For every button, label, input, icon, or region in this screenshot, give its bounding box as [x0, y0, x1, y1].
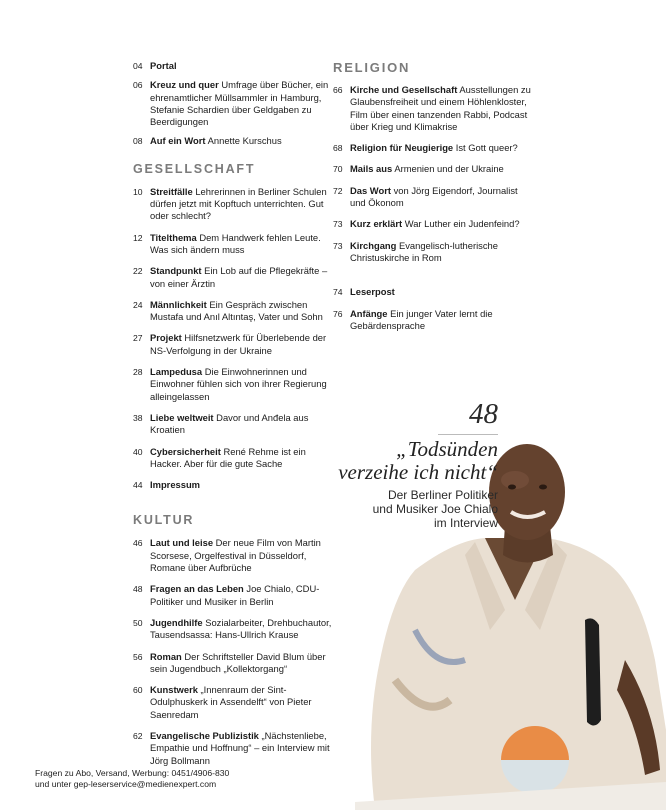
toc-entry-text: [350, 286, 533, 298]
toc-entry: [133, 232, 333, 257]
toc-entry-text: [350, 84, 533, 133]
toc-entry: [133, 265, 333, 290]
toc-page-number: 12: [133, 232, 143, 243]
toc-entry: [133, 684, 333, 721]
toc-entry-description: Die Einwohnerinnen und Einwohner fühlen sich von ihrer Regierung alleingelassen: [150, 366, 327, 402]
toc-page-number: 08: [133, 136, 143, 147]
toc-entry-title: Portal: [150, 60, 177, 71]
toc-entry: [133, 60, 333, 72]
toc-entry: [333, 163, 533, 175]
toc-entry-title: Laut und leise: [150, 537, 214, 549]
toc-page-number: 24: [133, 299, 143, 310]
toc-entry-description: „Innenraum der Sint-Odulphuskerk in Assendelft“ von Pieter Saenredam: [150, 684, 312, 720]
toc-entry: [133, 479, 333, 491]
toc-entry-description: Umfrage über Bücher, ein ehrenamtlicher Müllsammler in Hamburg, Stefanie Schardien über Geldgaben zu Beerdigungen: [150, 79, 329, 128]
toc-entry: [333, 84, 533, 133]
toc-entry: [333, 240, 533, 265]
toc-page-number: 10: [133, 186, 143, 197]
section-heading-religion: RELIGION: [333, 60, 411, 75]
toc-entry: [133, 617, 333, 642]
toc-entry-description: Ein Lob auf die Pflegekräfte – von einer Ärztin: [150, 265, 328, 289]
toc-page-number: 73: [333, 219, 343, 230]
toc-entry-description: Armenien und der Ukraine: [394, 163, 504, 175]
toc-entry: [133, 446, 333, 471]
toc-page-number: 22: [133, 266, 143, 277]
toc-entry-description: Sozialarbeiter, Drehbuchautor, Tausendsassa: Hans-Ullrich Krause: [150, 616, 332, 641]
toc-entry-text: [150, 651, 333, 676]
toc-entry: [133, 537, 333, 574]
toc-entry-title: Jugendhilfe: [150, 616, 203, 628]
toc-page-number: 27: [133, 333, 143, 344]
toc-gesellschaft-entries: [133, 186, 333, 492]
toc-entry-description: Ein Gespräch zwischen Mustafa und Anıl Altıntaş, Vater und Sohn: [150, 298, 323, 323]
toc-entry-title: Impressum: [150, 479, 201, 491]
toc-page-number: 76: [333, 308, 343, 319]
toc-entry-description: War Luther ein Judenfeind?: [404, 218, 520, 230]
toc-entry-description: von Jörg Eigendorf, Journalist und Ökonom: [350, 184, 518, 209]
toc-entry-text: [350, 185, 533, 210]
toc-page-number: 56: [133, 651, 143, 662]
toc-entry-text: [150, 366, 333, 403]
toc-entry-description: Evangelisch-lutherische Christuskirche in Rom: [350, 239, 498, 263]
toc-entry-description: Lehrerinnen in Berliner Schulen dürfen jetzt mit Kopftuch unterrichten. Gut oder schlecht?: [150, 185, 327, 222]
toc-page-number: 46: [133, 538, 143, 549]
toc-page-number: 62: [133, 730, 143, 741]
toc-entry-text: [150, 299, 333, 324]
toc-entry: [133, 651, 333, 676]
toc-entry-title: Mails aus: [350, 163, 393, 175]
toc-page-number: 38: [133, 412, 143, 423]
toc-entry-description: Ein junger Vater lernt die Gebärdensprache: [350, 307, 493, 331]
toc-entry-text: [150, 617, 333, 642]
toc-page-number: 40: [133, 446, 143, 457]
feature-page-number: 48: [469, 398, 498, 430]
toc-entry-title: Anfänge: [350, 307, 388, 319]
toc-entry-text: [350, 218, 533, 230]
toc-entry-description: Ist Gott queer?: [455, 142, 518, 154]
footer-line-2: und unter gep-leserservice@medienexpert.com: [35, 779, 217, 789]
toc-entry-title: Religion für Neugierige: [350, 142, 454, 154]
toc-entry: [133, 135, 333, 147]
toc-entry-text: [150, 60, 333, 72]
toc-entry-text: [150, 186, 333, 223]
toc-page-number: 44: [133, 480, 143, 491]
toc-entry-title: Streitfälle: [150, 185, 193, 197]
toc-entry-text: [150, 232, 333, 257]
toc-entry-description: Annette Kurschus: [207, 135, 282, 147]
toc-entry-text: [150, 135, 333, 147]
feature-quote: „Todsünden verzeihe ich nicht“: [338, 437, 498, 484]
toc-top-entries: [133, 60, 333, 148]
toc-entry-title: Projekt: [150, 332, 182, 344]
toc-entry-title: Evangelische Publizistik: [150, 729, 259, 741]
section-heading-gesellschaft: GESELLSCHAFT: [133, 161, 256, 176]
toc-entry-description: Joe Chialo, CDU-Politiker und Musiker in Berlin: [150, 583, 320, 607]
toc-entry-title: Kreuz und quer: [150, 79, 219, 91]
toc-entry-title: Auf ein Wort: [150, 135, 206, 147]
toc-entry-text: [150, 412, 333, 437]
toc-entry-description: Der neue Film von Martin Scorsese, Orgelfestival in Düsseldorf, Romane über Aufbrüche: [150, 537, 321, 574]
toc-entry: [333, 218, 533, 230]
toc-page-number: 68: [333, 143, 343, 154]
toc-entry-text: [150, 265, 333, 290]
toc-entry: [133, 299, 333, 324]
footer-service-info: [35, 768, 335, 790]
toc-entry-title: Leserpost: [350, 286, 395, 298]
toc-page-number: 04: [133, 61, 143, 71]
toc-entry-text: [150, 79, 333, 128]
feature-teaser: [318, 398, 498, 530]
toc-page-number: 50: [133, 617, 143, 628]
toc-entry-text: [350, 240, 533, 265]
toc-page-number: 72: [333, 185, 343, 196]
toc-entry-description: Dem Handwerk fehlen Leute. Was sich ändern muss: [150, 231, 321, 255]
toc-entry-text: [350, 163, 533, 175]
toc-page-number: 74: [333, 287, 343, 298]
toc-entry: [333, 185, 533, 210]
toc-extra-entries: [333, 286, 533, 332]
toc-entry-description: Hilfsnetzwerk für Überlebende der NS-Verfolgung in der Ukraine: [150, 332, 327, 356]
toc-entry-description: Der Schriftsteller David Blum über sein Jugendbuch „Kollektorgang“: [150, 650, 326, 674]
toc-entry: [333, 142, 533, 154]
toc-kultur-entries: [133, 537, 333, 766]
toc-entry: [133, 412, 333, 437]
feature-divider: [438, 434, 498, 435]
toc-page-number: 60: [133, 685, 143, 696]
toc-entry: [133, 730, 333, 767]
toc-entry-title: Kunstwerk: [150, 684, 198, 696]
toc-entry-text: [150, 479, 333, 491]
toc-entry-description: „Nächstenliebe, Empathie und Hoffnung“ – ein Interview mit Jörg Bollmann: [150, 729, 330, 766]
toc-entry: [133, 366, 333, 403]
toc-entry-title: Männlichkeit: [150, 298, 207, 310]
toc-entry-title: Roman: [150, 650, 182, 662]
toc-entry-text: [350, 308, 533, 333]
toc-entry-title: Cybersicherheit: [150, 445, 221, 457]
toc-entry: [333, 308, 533, 333]
toc-entry-title: Kurz erklärt: [350, 218, 403, 230]
toc-entry-text: [150, 537, 333, 574]
toc-entry-title: Titelthema: [150, 231, 197, 243]
toc-entry-text: [350, 142, 533, 154]
toc-entry-description: Ausstellungen zu Glaubensfreiheit und einem Höhlenkloster, Film über einen tanzenden Rabbi, Podcast über Krieg und Klimakrise: [350, 84, 531, 132]
toc-entry-title: Das Wort: [350, 184, 391, 196]
toc-page-number: 48: [133, 584, 143, 595]
toc-page-number: 70: [333, 164, 343, 175]
toc-page-number: 73: [333, 240, 343, 251]
toc-page-number: 06: [133, 80, 143, 91]
toc-entry: [133, 79, 333, 128]
toc-page-number: 66: [333, 85, 343, 95]
toc-entry-title: Standpunkt: [150, 265, 202, 277]
toc-entry-description: René Rehme ist ein Hacker. Aber für die gute Sache: [150, 445, 306, 469]
toc-entry-text: [150, 332, 333, 357]
feature-subtitle: Der Berliner Politiker und Musiker Joe Chialo im Interview: [372, 488, 498, 530]
toc-entry-title: Kirche und Gesellschaft: [350, 84, 458, 95]
toc-entry: [133, 583, 333, 608]
toc-entry-text: [150, 446, 333, 471]
toc-entry-title: Lampedusa: [150, 366, 203, 378]
toc-right-column: [333, 60, 533, 332]
toc-religion-entries: [333, 84, 533, 264]
toc-entry: [333, 286, 533, 298]
toc-entry-title: Liebe weltweit: [150, 411, 214, 423]
toc-entry: [133, 186, 333, 223]
toc-entry-text: [150, 583, 333, 608]
toc-entry-description: Davor und Anđela aus Kroatien: [150, 411, 309, 436]
footer-line-1: Fragen zu Abo, Versand, Werbung: 0451/4906-830: [35, 768, 230, 778]
toc-left-column: [133, 60, 333, 767]
toc-entry-text: [150, 730, 333, 767]
toc-entry: [133, 332, 333, 357]
section-heading-kultur: KULTUR: [133, 513, 195, 528]
toc-entry-title: Kirchgang: [350, 239, 397, 251]
toc-page-number: 28: [133, 367, 143, 378]
toc-entry-title: Fragen an das Leben: [150, 583, 244, 595]
toc-entry-text: [150, 684, 333, 721]
